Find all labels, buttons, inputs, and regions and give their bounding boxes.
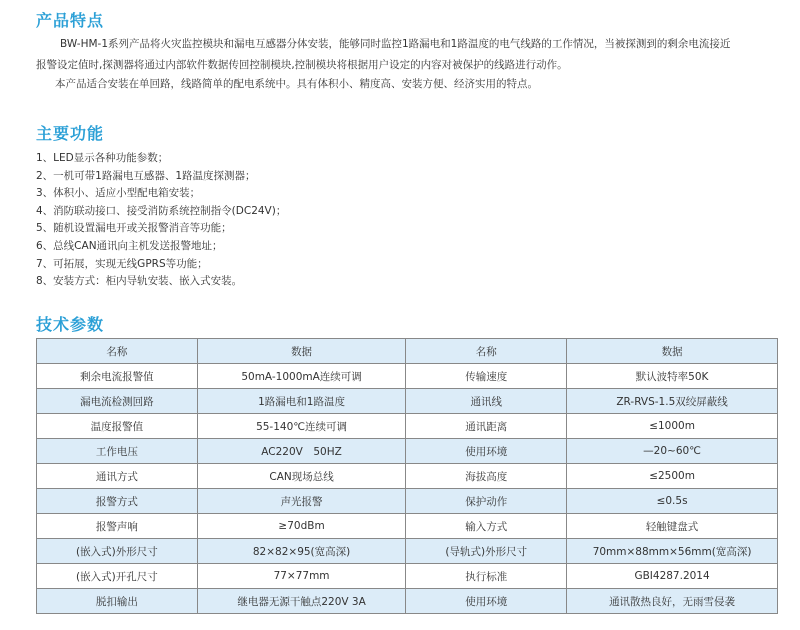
table-cell: ≤1000m	[567, 414, 778, 439]
table-cell: 输入方式	[406, 514, 567, 539]
table-cell: 声光报警	[197, 489, 406, 514]
table-cell: (嵌入式)外形尺寸	[37, 539, 198, 564]
table-cell: —20~60℃	[567, 439, 778, 464]
table-cell: 数据	[567, 339, 778, 364]
table-cell: ≤2500m	[567, 464, 778, 489]
table-row	[37, 414, 778, 439]
table-cell: 保护动作	[406, 489, 567, 514]
table-cell: 82×82×95(宽高深)	[197, 539, 406, 564]
features-paragraph-1-cont: 报警设定值时,探测器将通过内部软件数据传回控制模块,控制模块将根据用户设定的内容对被保护的线路进行动作。	[36, 59, 568, 71]
functions-title: 主要功能	[36, 124, 105, 143]
table-cell: 通讯方式	[37, 464, 198, 489]
function-item: 2、一机可带1路漏电互感器、1路温度探测器；	[36, 169, 256, 182]
table-cell: CAN现场总线	[197, 464, 406, 489]
table-cell: 海拔高度	[406, 464, 567, 489]
table-cell: (嵌入式)开孔尺寸	[37, 564, 198, 589]
table-cell: 77×77mm	[197, 564, 406, 589]
function-item: 7、可拓展，实现无线GPRS等功能；	[36, 257, 208, 270]
table-cell: 轻触键盘式	[567, 514, 778, 539]
table-cell: 通讯线	[406, 389, 567, 414]
features-title: 产品特点	[36, 11, 105, 30]
table-cell: 70mm×88mm×56mm(宽高深)	[567, 539, 778, 564]
table-cell: 工作电压	[37, 439, 198, 464]
table-row	[37, 514, 778, 539]
function-item: 6、总线CAN通讯向主机发送报警地址；	[36, 240, 223, 252]
table-cell: 名称	[37, 339, 198, 364]
table-row	[37, 564, 778, 589]
table-cell: 温度报警值	[37, 414, 198, 439]
table-cell: (导轨式)外形尺寸	[406, 539, 567, 564]
table-cell: 通讯散热良好，无雨雪侵袭	[567, 589, 778, 614]
specs-table	[36, 338, 778, 614]
table-cell: 传输速度	[406, 364, 567, 389]
table-header-row	[37, 339, 778, 364]
table-cell: ≥70dBm	[197, 514, 406, 539]
function-item: 4、消防联动接口、接受消防系统控制指令(DC24V)；	[36, 204, 287, 217]
table-row	[37, 589, 778, 614]
features-paragraph-2: 本产品适合安装在单回路，线路简单的配电系统中。具有体积小、精度高、安装方便、经济实用的特点。	[55, 78, 538, 90]
table-cell: ≤0.5s	[567, 489, 778, 514]
table-cell: GBI4287.2014	[567, 564, 778, 589]
table-row	[37, 389, 778, 414]
table-cell: 漏电流检测回路	[37, 389, 198, 414]
table-cell: 脱扣输出	[37, 589, 198, 614]
features-paragraph-1: BW-HM-1系列产品将火灾监控模块和漏电互感器分体安装，能够同时监控1路漏电和1路温度的电气线路的工作情况，当被探测到的剩余电流接近	[60, 38, 731, 50]
table-cell: 默认波特率50K	[567, 364, 778, 389]
table-cell: 1路漏电和1路温度	[197, 389, 406, 414]
table-cell: 数据	[197, 339, 406, 364]
table-cell: 报警声响	[37, 514, 198, 539]
table-cell: 剩余电流报警值	[37, 364, 198, 389]
specs-title: 技术参数	[36, 315, 105, 334]
table-cell: 报警方式	[37, 489, 198, 514]
table-cell: 55-140℃连续可调	[197, 414, 406, 439]
table-cell: 50mA-1000mA连续可调	[197, 364, 406, 389]
function-item: 5、随机设置漏电开或关报警消音等功能；	[36, 222, 232, 235]
table-row	[37, 439, 778, 464]
table-cell: 名称	[406, 339, 567, 364]
table-cell: ZR-RVS-1.5双绞屏蔽线	[567, 389, 778, 414]
table-row	[37, 364, 778, 389]
table-cell: 执行标准	[406, 564, 567, 589]
table-cell: 使用环境	[406, 589, 567, 614]
table-row	[37, 464, 778, 489]
table-row	[37, 489, 778, 514]
table-row	[37, 539, 778, 564]
function-item: 1、LED显示各种功能参数；	[36, 152, 169, 164]
table-cell: 继电器无源干触点220V 3A	[197, 589, 406, 614]
table-cell: 通讯距离	[406, 414, 567, 439]
table-cell: AC220V 50HZ	[197, 439, 406, 464]
function-item: 8、安装方式：柜内导轨安装、嵌入式安装。	[36, 275, 243, 288]
table-cell: 使用环境	[406, 439, 567, 464]
function-item: 3、体积小、适应小型配电箱安装；	[36, 187, 201, 200]
